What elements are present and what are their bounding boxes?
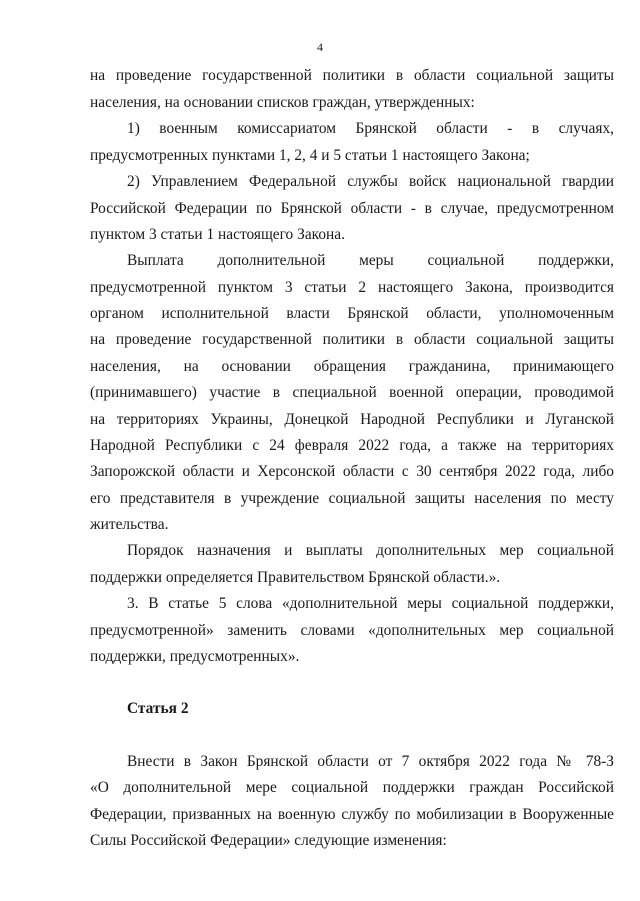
text-line: Федерации, призванных на военную службу по мобилизации в Вооруженные xyxy=(90,806,614,823)
text-line: населения, на основании списков граждан, утвержденных: xyxy=(90,94,475,111)
text-line: предусмотренной» заменить словами «дополнительных мер социальной xyxy=(90,622,614,639)
text-line: Силы Российской Федерации» следующие изменения: xyxy=(90,832,447,849)
text-line: поддержки, предусмотренных». xyxy=(90,648,300,665)
text-line: 2) Управлением Федеральной службы войск национальной гвардии xyxy=(127,173,614,190)
text-line: Внести в Закон Брянской области от 7 октября 2022 года № 78-З xyxy=(127,753,614,770)
text-line: предусмотренной пунктом 3 статьи 2 настоящего Закона, производится xyxy=(90,279,614,296)
text-line: Российской Федерации по Брянской области - в случае, предусмотренном xyxy=(90,200,614,217)
text-line: 1) военным комиссариатом Брянской области - в случаях, xyxy=(127,120,614,137)
text-line: органом исполнительной власти Брянской области, уполномоченным xyxy=(90,305,614,322)
text-line: предусмотренных пунктами 1, 2, 4 и 5 статьи 1 настоящего Закона; xyxy=(90,147,530,164)
text-line: пунктом 3 статьи 1 настоящего Закона. xyxy=(90,226,345,243)
text-line: жительства. xyxy=(90,516,169,533)
article-heading: Статья 2 xyxy=(127,700,189,717)
text-line: на проведение государственной политики в области социальной защиты xyxy=(90,331,614,348)
text-line: его представителя в учреждение социальной защиты населения по месту xyxy=(90,490,614,507)
text-line: 3. В статье 5 слова «дополнительной меры социальной поддержки, xyxy=(127,595,614,612)
text-line: поддержки определяется Правительством Брянской области.». xyxy=(90,569,501,586)
text-line: на проведение государственной политики в области социальной защиты xyxy=(90,67,614,84)
text-line: населения, на основании обращения гражданина, принимающего xyxy=(90,358,614,375)
text-line: Запорожской области и Херсонской области с 30 сентября 2022 года, либо xyxy=(90,463,614,480)
text-line: Народной Республики с 24 февраля 2022 года, а также на территориях xyxy=(90,437,614,454)
text-line: (принимавшего) участие в специальной военной операции, проводимой xyxy=(90,384,614,401)
text-line: на территориях Украины, Донецкой Народной Республики и Луганской xyxy=(90,411,614,428)
page-number: 4 xyxy=(317,40,323,54)
text-line: Выплата дополнительной меры социальной поддержки, xyxy=(127,252,614,269)
text-line: «О дополнительной мере социальной поддержки граждан Российской xyxy=(90,779,614,796)
text-line: Порядок назначения и выплаты дополнительных мер социальной xyxy=(127,542,614,559)
